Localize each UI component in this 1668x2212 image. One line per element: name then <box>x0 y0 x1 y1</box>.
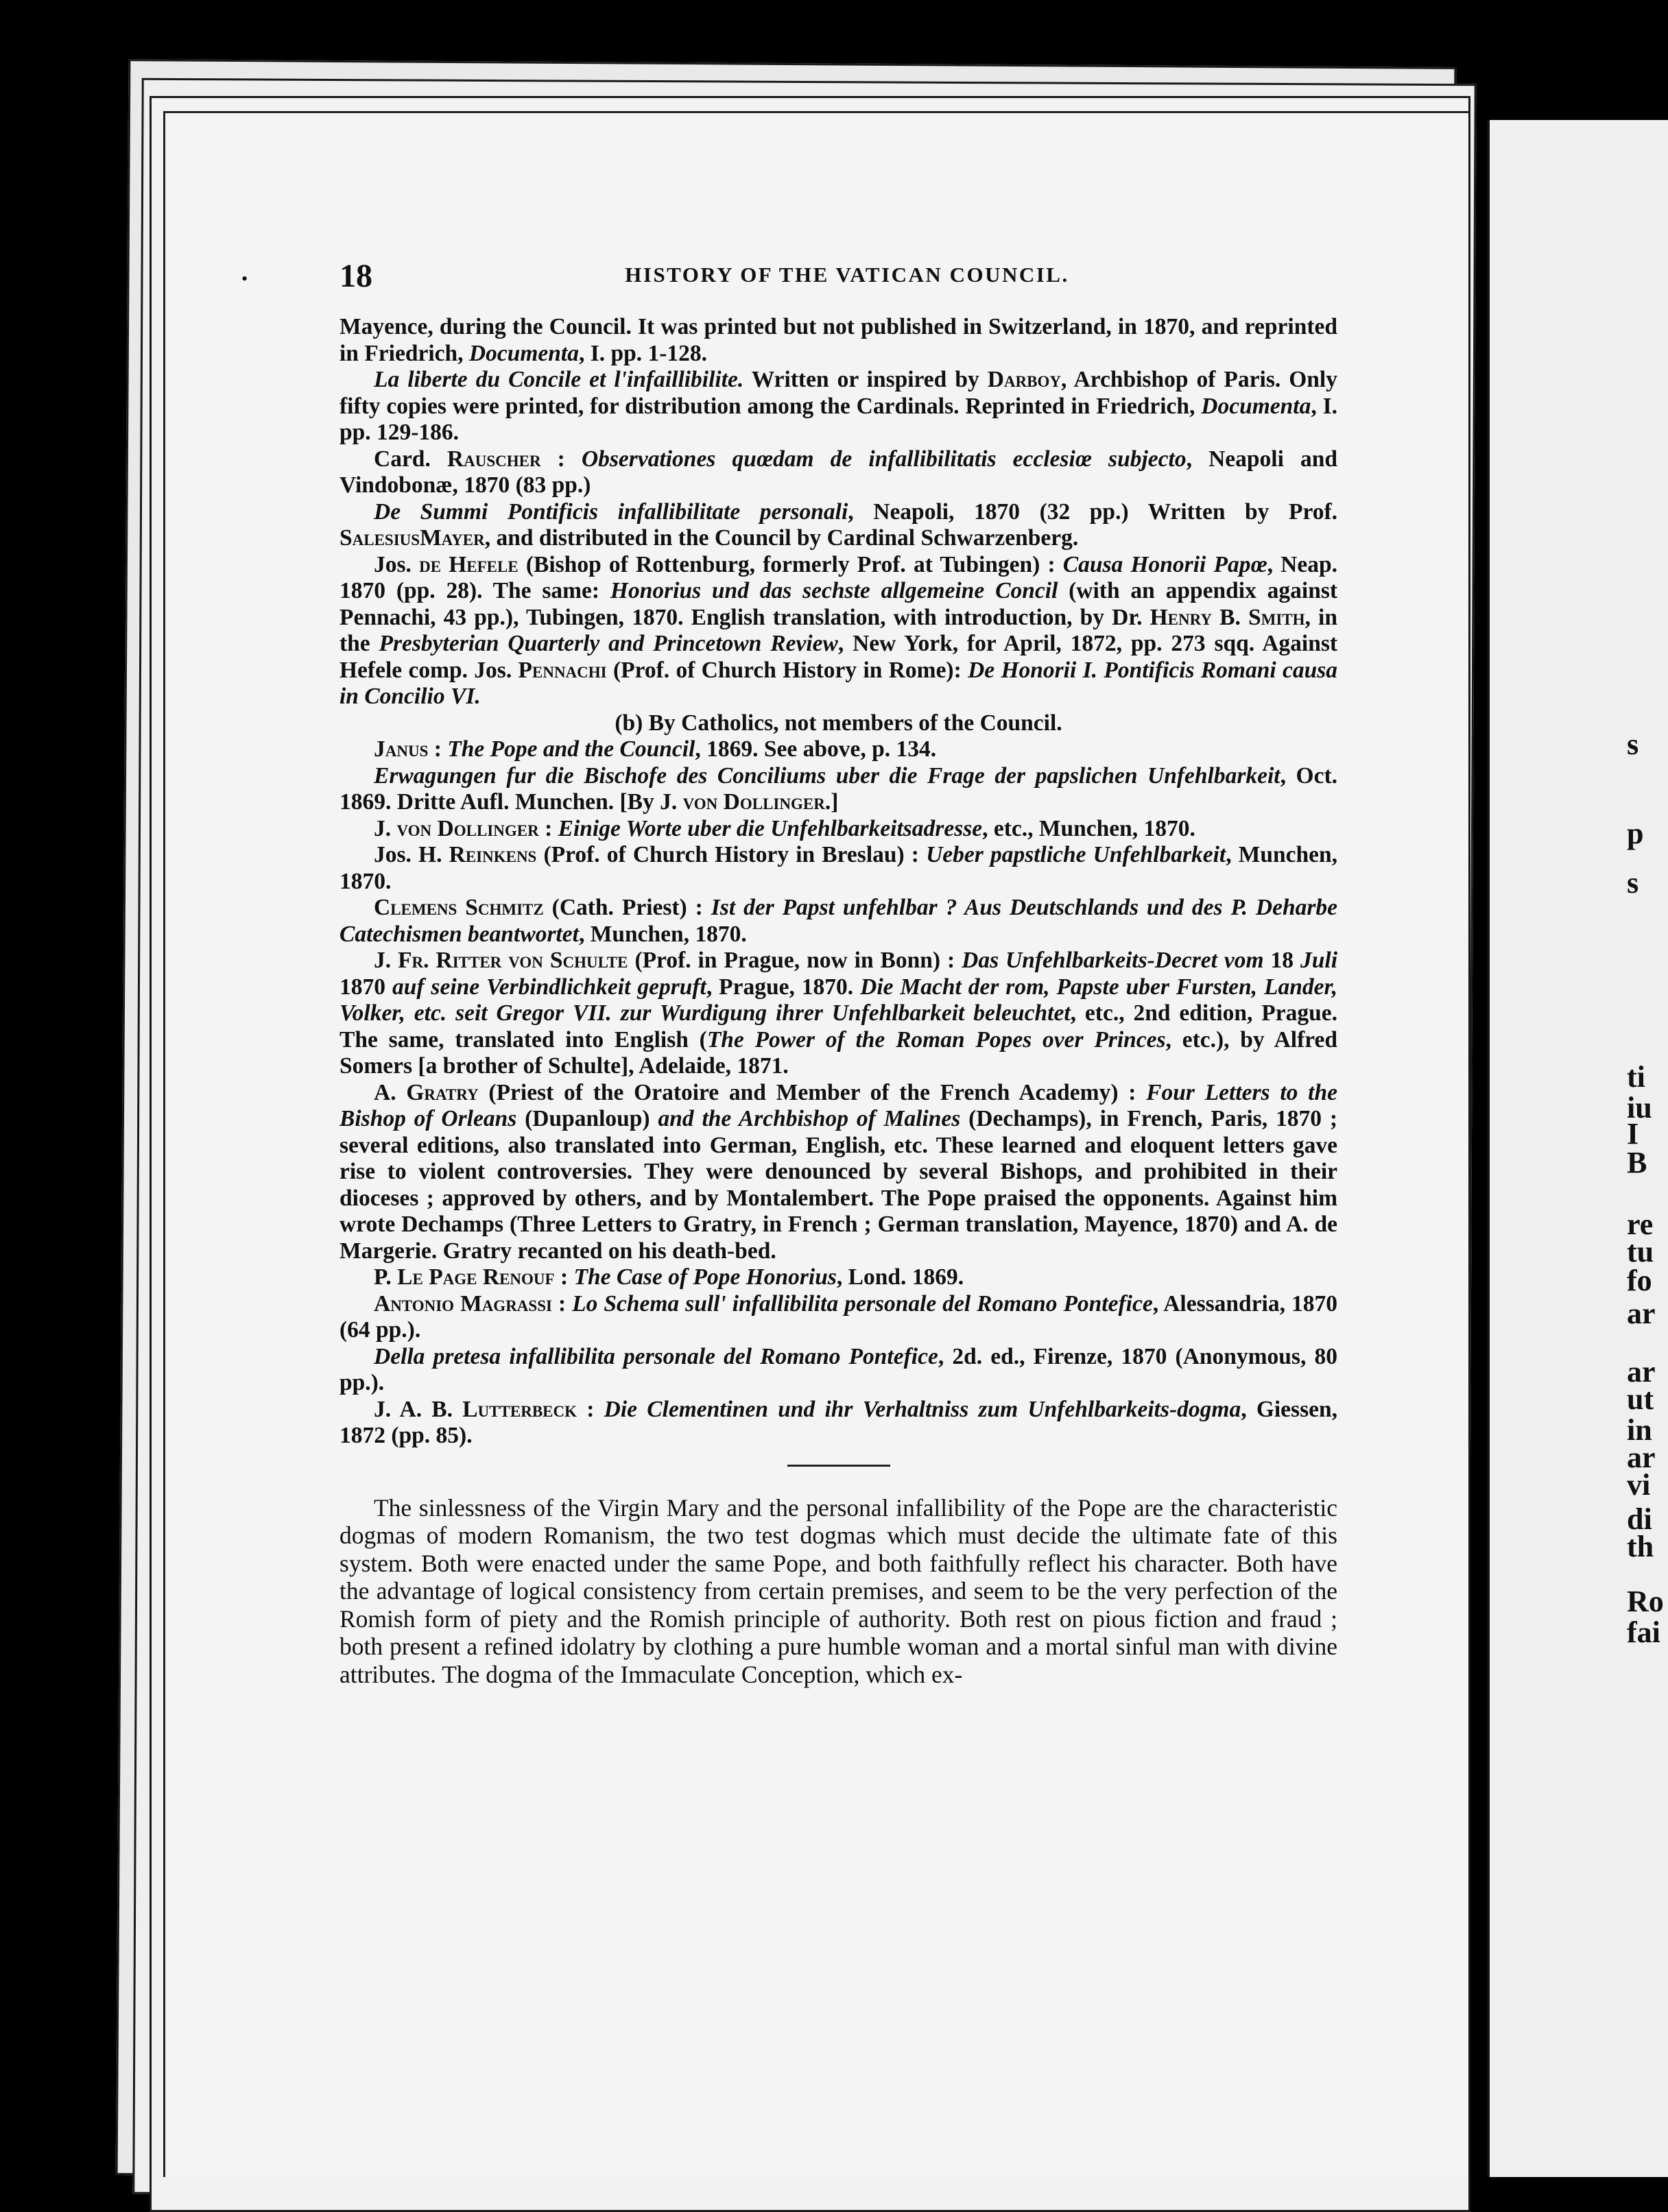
author-name: Darboy <box>987 367 1061 392</box>
author-name: Henry B. Smith <box>1149 604 1305 630</box>
entry-text: Mayence, during the Council. It was printed but not published in Switzerland, in 1870, and reprinted in Friedrich, <box>339 314 1337 366</box>
bibliography-entry <box>339 446 1337 499</box>
entry-text: , in the <box>339 604 1337 656</box>
bibliography-entry <box>339 948 1337 1080</box>
entry-text: (with an appendix against Pennachi, 43 pp.), Tubingen, 1870. English translation, with introduction, by Dr. <box>339 578 1338 630</box>
bibliography-entry <box>339 736 1337 763</box>
entry-title-text: The Pope and the Council <box>447 736 695 762</box>
entry-text: , Prague, 1870. <box>706 974 861 1000</box>
author-name: Antonio Magrassi <box>374 1290 552 1317</box>
entry-text: : <box>554 1264 574 1290</box>
adjacent-page-fragment: Ro <box>1627 1585 1664 1618</box>
bibliography-entry <box>339 1397 1337 1450</box>
entry-text: , Munchen, 1870. <box>578 921 747 947</box>
bibliography-entry <box>339 1344 1337 1397</box>
entry-text: Card. <box>374 446 447 472</box>
entry-text: (Dechamps), in French, Paris, 1870 ; several editions, also translated into German, English, etc. These learned and eloquent letters gave rise to violent controversies. They were denounced by several Bishops, and prohibited in their dioceses ; approved by others, and by Montalembert. The Pope praised the opponents. Against him wrote Dechamps (Three Letters to Gratry, in French ; German translation, Mayence, 1870) and A. de Margerie. Gratry recanted on his death-bed. <box>339 1106 1337 1264</box>
entry-title-text: Einige Worte uber die Unfehlbarkeitsadresse <box>558 815 983 841</box>
author-name: Janus <box>374 736 429 762</box>
entry-title-text: Die Clementinen und ihr Verhaltniss zum Unfehlbarkeits-dogma <box>604 1396 1241 1422</box>
bibliography-entry <box>339 367 1337 446</box>
entry-text: , New York, for April, 1872, pp. 273 sqq. Against Hefele comp. Jos. <box>339 631 1338 683</box>
author-name: Le Page Renouf <box>397 1264 555 1290</box>
bibliography-entry <box>339 842 1337 895</box>
entry-title-text: Presbyterian Quarterly and Princetown Review <box>379 631 838 656</box>
page-number: 18 <box>339 258 372 294</box>
bibliography-entry <box>339 314 1337 367</box>
margin-dot: • <box>241 269 248 289</box>
adjacent-page-fragment: di <box>1627 1502 1652 1536</box>
entry-title-text: and the Archbishop of Malines <box>658 1106 961 1131</box>
entry-text: : <box>428 736 448 762</box>
entry-title-text: Lo Schema sull' infallibilita personale del Romano Pontefice <box>572 1290 1153 1317</box>
entry-text: (Priest of the Oratoire and Member of the French Academy) : <box>478 1079 1147 1105</box>
author-name: Pennachi <box>518 657 607 683</box>
entry-text: (Cath. Priest) : <box>543 895 711 920</box>
entry-title-text: Das Unfehlbarkeits-Decret vom <box>962 948 1264 973</box>
author-name: Rauscher <box>446 446 541 472</box>
entry-title-text: Observationes quœdam de infallibilitatis ecclesiœ subjecto <box>581 446 1187 472</box>
author-name: von Dollinger <box>396 815 539 841</box>
entry-text: (Bishop of Rottenburg, formerly Prof. at Tubingen) : <box>518 551 1063 577</box>
adjacent-page-fragment: ar <box>1627 1297 1656 1330</box>
entry-text: , 2d. ed., Firenze, 1870 (Anonymous, 80 pp.). <box>339 1343 1337 1395</box>
author-name: Clemens Schmitz <box>374 895 544 920</box>
adjacent-page-fragment: tu <box>1627 1235 1654 1269</box>
entry-text: , I. pp. 129-186. <box>339 393 1338 445</box>
entry-text: A. <box>374 1079 407 1105</box>
entry-text: Jos. H. <box>374 842 449 867</box>
adjacent-page-fragment: ut <box>1627 1382 1654 1416</box>
adjacent-page-fragment: B <box>1627 1146 1647 1179</box>
running-title: HISTORY OF THE VATICAN COUNCIL. <box>625 263 1069 287</box>
section-divider <box>787 1465 890 1467</box>
entry-text: , Neapoli, 1870 (32 pp.) Written by Prof. <box>848 498 1337 525</box>
entry-text: (Prof. of Church History in Rome): <box>606 657 968 683</box>
adjacent-page-fragment: ar <box>1627 1355 1656 1388</box>
author-name: von Dollinger <box>682 789 825 815</box>
entry-title-text: Honorius und das sechste allgemeine Concil <box>610 578 1058 603</box>
entry-text: (Prof. in Prague, now in Bonn) : <box>628 948 962 973</box>
bibliography-entry <box>339 763 1337 816</box>
entry-text: , Giessen, 1872 (pp. 85). <box>339 1396 1337 1448</box>
entry-text: : <box>577 1396 604 1422</box>
entry-text: , Neap. 1870 (pp. 28). The same: <box>339 551 1338 603</box>
entry-text: , etc., Munchen, 1870. <box>982 815 1195 841</box>
bibliography-entry <box>339 1080 1337 1265</box>
entry-title-text: De Honorii I. Pontificis Romani causa in Concilio VI. <box>339 657 1338 709</box>
adjacent-page-fragment: s <box>1627 866 1639 900</box>
entry-text: Jos. <box>374 551 420 577</box>
adjacent-page-fragment: iu <box>1627 1091 1652 1125</box>
author-name: de Hefele <box>419 551 519 577</box>
entry-text: , Munchen, 1870. <box>339 842 1337 894</box>
entry-text: 1870 <box>339 974 392 1000</box>
entry-text: : <box>551 1290 573 1317</box>
page-content <box>339 314 1337 1688</box>
adjacent-page-fragment: ar <box>1627 1441 1656 1474</box>
adjacent-page-fragment: p <box>1627 817 1644 850</box>
entry-title-text: Erwagungen fur die Bischofe des Conciliums uber die Frage der papslichen Unfehlbarkeit <box>374 762 1280 789</box>
entry-text: P. <box>374 1264 398 1290</box>
entry-text: , Neapoli and Vindobonæ, 1870 (83 pp.) <box>339 446 1337 498</box>
entry-title-text: auf seine Verbindlichkeit gepruft <box>392 974 706 1000</box>
entry-text: , etc., 2nd edition, Prague. The same, translated into English ( <box>339 1000 1337 1053</box>
entry-text: (Prof. of Church History in Breslau) : <box>536 842 927 867</box>
entry-text: , I. pp. 1-128. <box>578 340 708 366</box>
page-header <box>339 257 1355 298</box>
entry-title-text: Die Macht der rom, Papste uber Fursten, Lander, Volker, etc. seit Gregor VII. zur Wurdigung ihrer Unfehlbarkeit beleuchtet <box>339 974 1338 1026</box>
entry-title-text: La liberte du Concile et l'infaillibilite. <box>374 367 744 392</box>
entry-title-text: Ist der Papst unfehlbar ? Aus Deutschlands und des P. Deharbe Catechismen beantwortet <box>339 895 1337 947</box>
entry-title-text: Causa Honorii Papœ <box>1062 551 1267 577</box>
entry-text: (Dupanloup) <box>516 1106 658 1131</box>
entry-text: , 1869. See above, p. 134. <box>695 736 937 762</box>
adjacent-page-fragment: ti <box>1627 1060 1645 1094</box>
adjacent-page-fragment: th <box>1627 1530 1654 1563</box>
entry-text: J. <box>374 948 398 973</box>
entry-text: Written or inspired by <box>743 367 988 392</box>
bibliography-entry <box>339 895 1337 948</box>
adjacent-page-fragment: fai <box>1627 1615 1660 1649</box>
entry-title-text: Juli <box>1300 948 1338 973</box>
bibliography-entry <box>339 816 1337 843</box>
adjacent-page-fragment: re <box>1627 1207 1654 1241</box>
entry-title-text: Documenta <box>468 340 579 366</box>
entry-title-text: Della pretesa infallibilita personale del Romano Pontefice <box>374 1343 938 1369</box>
entry-text: 18 <box>1263 948 1301 973</box>
entry-text: , Lond. 1869. <box>836 1264 964 1290</box>
bibliography-entry <box>339 1291 1337 1344</box>
entry-text: : <box>540 446 582 472</box>
entry-text: : <box>538 815 558 841</box>
entry-text: .] <box>824 789 839 815</box>
author-name: Fr. Ritter von Schulte <box>398 948 628 973</box>
adjacent-page-fragment: vi <box>1627 1468 1651 1502</box>
entry-title-text: The Case of Pope Honorius <box>573 1264 837 1290</box>
entry-text: J. <box>374 815 397 841</box>
entry-title-text: Documenta <box>1201 393 1311 419</box>
essay-paragraph: The sinlessness of the Virgin Mary and the personal infallibility of the Pope are the characteristic dogmas of modern Romanism, the two test dogmas which must decide the ultimate fate of this system. Both were enacted under the same Pope, and both faithfully reflect his character. Both have the advantage of logical consistency from certain premises, and seem to be the very perfection of the Romish form of piety and the Romish principle of authority. Both rest on pious fiction and fraud ; both present a refined idolatry by clothing a pure humble woman and a mortal sinful man with divine attributes. The dogma of the Immaculate Conception, which ex- <box>339 1493 1337 1688</box>
entry-text: , etc.), by Alfred Somers [a brother of Schulte], Adelaide, 1871. <box>339 1026 1337 1079</box>
bibliography-section-b <box>339 736 1337 1450</box>
author-name: Lutterbeck <box>462 1396 577 1422</box>
section-heading: (b) By Catholics, not members of the Council. <box>615 710 1062 736</box>
bibliography-entry <box>339 552 1337 710</box>
bibliography-section-a <box>339 314 1337 710</box>
entry-title-text: Ueber papstliche Unfehlbarkeit <box>926 842 1226 867</box>
entry-title-text: The Power of the Roman Popes over Princes <box>706 1026 1166 1053</box>
entry-text: , Oct. 1869. Dritte Aufl. Munchen. [By J. <box>339 762 1337 815</box>
adjacent-page-fragment: s <box>1627 728 1639 761</box>
author-name: Gratry <box>406 1079 479 1105</box>
entry-title-text: Four Letters to the Bishop of Orleans <box>339 1079 1337 1131</box>
bibliography-entry <box>339 1264 1337 1291</box>
adjacent-page-fragment: I <box>1627 1117 1639 1151</box>
author-name: SalesiusMayer <box>339 525 485 551</box>
entry-text: , Archbishop of Paris. Only fifty copies were printed, for distribution among the Cardinals. Reprinted in Friedrich, <box>339 367 1337 419</box>
entry-title-text: De Summi Pontificis infallibilitate personali <box>374 498 848 525</box>
entry-text: J. A. B. <box>374 1396 463 1422</box>
bibliography-entry <box>339 499 1337 552</box>
author-name: Reinkens <box>449 842 537 867</box>
entry-text: , and distributed in the Council by Cardinal Schwarzenberg. <box>484 525 1079 551</box>
entry-text: , Alessandria, 1870 (64 pp.). <box>339 1290 1337 1343</box>
adjacent-page-fragment: fo <box>1627 1264 1652 1297</box>
adjacent-page-fragment: in <box>1627 1413 1652 1447</box>
